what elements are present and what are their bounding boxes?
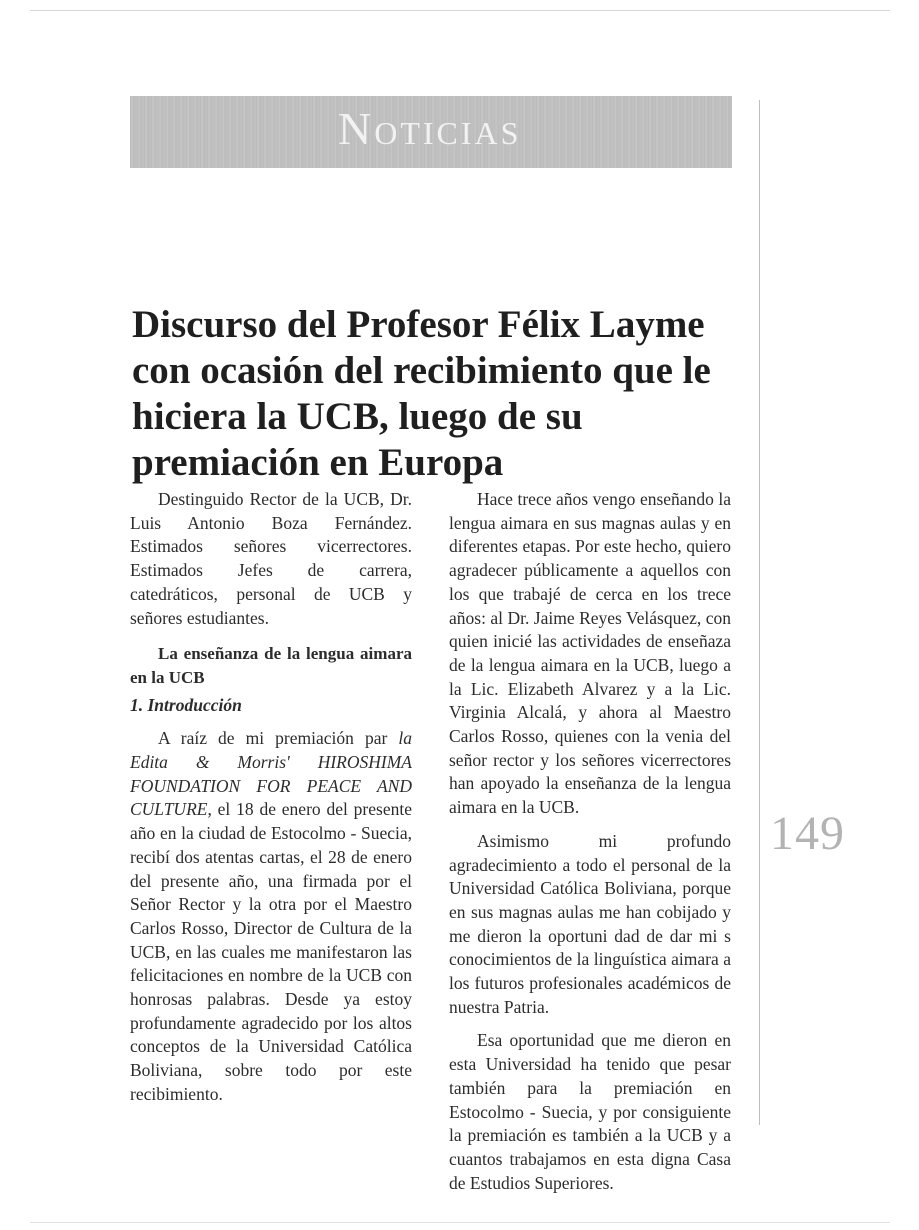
page-edge-bottom — [30, 1222, 890, 1223]
foundation-name: la Edita & Morris' HIROSHIMA FOUNDATION FOR PEACE AND CULTURE — [130, 728, 412, 820]
column-right — [449, 488, 731, 1195]
paragraph-2: Hace trece años vengo enseñando la lengua aimara en sus magnas aulas y en diferentes etapas. Por este hecho, quiero agradecer públicamente a aquellos con los que trabajé de cerca en los trece años: al Dr. Jaime Reyes Velásquez, con quien inicié las actividades de enseñaza de la lengua aimara en la UCB, luego a la Lic. Elizabeth Alvarez y a la Lic. Virginia Alcalá, y ahora al Maestro Carlos Rosso, quienes con la venia del señor rector y los señores vicerrectores han apoyado la enseñanza de la lengua aimara en la UCB. — [449, 489, 731, 818]
section-heading: 1. Introducción — [130, 694, 242, 715]
section-banner-label: Noticias — [338, 103, 522, 154]
margin-rule — [759, 100, 760, 1125]
greeting-paragraph: Destinguido Rector de la UCB, Dr. Luis Antonio Boza Fernández. Estimados señores vicerrectores. Estimados Jefes de carrera, catedráticos, personal de UCB y señores estudiantes. — [130, 489, 412, 628]
page-edge-top — [30, 10, 890, 11]
paragraph-1-rest: , el 18 de enero del presente año en la ciudad de Estocolmo - Suecia, recibí dos atentas cartas, el 28 de enero del presente año, una firmada por el Señor Rector y la otra por el Maestro Carlos Rosso, Director de Cultura de la UCB, en las cuales me manifestaron las felicitaciones en nombre de la UCB con honrosas palabras. Desde ya estoy profundamente agradecido por los altos conceptos de la Universidad Católica Boliviana, sobre todo por este recibimiento. — [130, 799, 412, 1104]
article-title: Discurso del Profesor Félix Layme con ocasión del recibimiento que le hiciera la UCB, luego de su premiación en Europa — [132, 303, 711, 484]
paragraph-1-start: A raíz de mi premiación par — [158, 728, 399, 749]
paragraph-4: Esa oportunidad que me dieron en esta Universidad ha tenido que pesar también para la premiación en Estocolmo - Suecia, y por consiguiente la premiación es también a la UCB y a cuantos trabajamos en esta digna Casa de Estudios Superiores. — [449, 1030, 731, 1193]
paragraph-3: Asimismo mi profundo agradecimiento a todo el personal de la Universidad Católica Boliviana, porque en sus magnas aulas me han cobijado y me dieron la oportuni dad de dar mi s conocimientos de la linguística aimara a los futuros profesionales académicos de nuestra Patria. — [449, 830, 731, 1017]
paragraph-1 — [130, 727, 412, 1106]
page-number: 149 — [770, 807, 845, 860]
subheading: La enseñanza de la lengua aimara en la UCB — [130, 644, 412, 687]
column-left — [130, 488, 412, 1107]
section-banner — [130, 96, 732, 168]
